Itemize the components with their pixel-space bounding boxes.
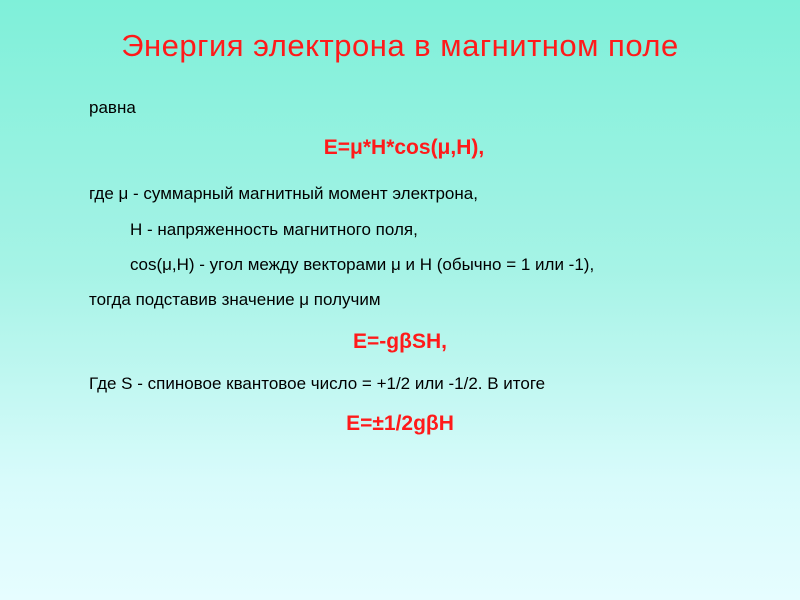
- text-line-mu-definition: где μ - суммарный магнитный момент электрона,: [89, 184, 478, 203]
- text-line-intro: равна: [89, 98, 136, 117]
- slide-title: Энергия электрона в магнитном поле: [121, 28, 679, 63]
- text-line-h-definition: H - напряженность магнитного поля,: [130, 220, 418, 239]
- text-line-spin-number: Где S - спиновое квантовое число = +1/2 или -1/2. В итоге: [89, 374, 546, 393]
- formula-energy: E=μ*H*cos(μ,H),: [323, 136, 485, 159]
- text-line-substitution: тогда подставив значение μ получим: [89, 290, 381, 309]
- text-line-angle-definition: cos(μ,H) - угол между векторами μ и H (обычно = 1 или -1),: [130, 255, 595, 274]
- formula-energy-spin: E=-gβSH,: [353, 330, 447, 353]
- formula-energy-result: E=±1/2gβH: [346, 412, 454, 435]
